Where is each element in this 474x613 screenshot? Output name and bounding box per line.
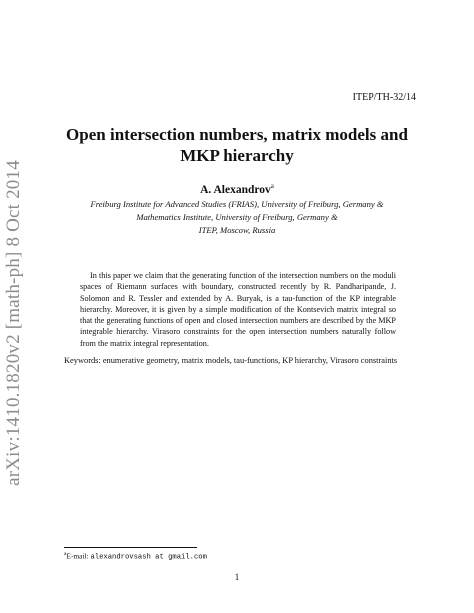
footnote-divider [64, 547, 197, 548]
arxiv-stamp [0, 148, 28, 498]
paper-title: Open intersection numbers, matrix models and MKP hierarchy [66, 125, 408, 165]
author [60, 182, 414, 196]
footnote-email: alexandrovsash at gmail.com [90, 553, 207, 562]
abstract: In this paper we claim that the generating function of the intersection numbers on the moduli spaces of Riemann surfaces with boundary, constructed recently by R. Pandharipande, J. Solomon and R. Tessler and extended by A. Buryak, is a tau-function of the KP integrable hierarchy. Moreover, it is given by a simple modification of the Kontsevich matrix integral so that the generating functions of open and closed intersection numbers are described by the MKP integrable hierarchy. Virasoro constraints for the open intersection numbers naturally follow from the matrix integral representation. [80, 271, 396, 348]
affiliation-math-institute: Mathematics Institute, University of Freiburg, Germany & [136, 212, 338, 222]
author-name: A. Alexandrov [200, 183, 271, 196]
keywords: Keywords: enumerative geometry, matrix models, tau-functions, KP hierarchy, Virasoro constraints [64, 356, 398, 365]
footnote-label: E-mail: [66, 551, 91, 561]
report-number: ITEP/TH-32/14 [352, 92, 416, 103]
page-number: 1 [234, 572, 240, 582]
author-footnote-mark: a [270, 182, 274, 190]
affiliation-itep: ITEP, Moscow, Russia [198, 225, 276, 235]
affiliation-frias: Freiburg Institute for Advanced Studies (FRIAS), University of Freiburg, Germany & [90, 199, 384, 209]
footnote [64, 551, 207, 561]
arxiv-identifier: arXiv:1410.1820v2 [math-ph] 8 Oct 2014 [3, 160, 24, 486]
footnote-mark: a [64, 551, 67, 557]
